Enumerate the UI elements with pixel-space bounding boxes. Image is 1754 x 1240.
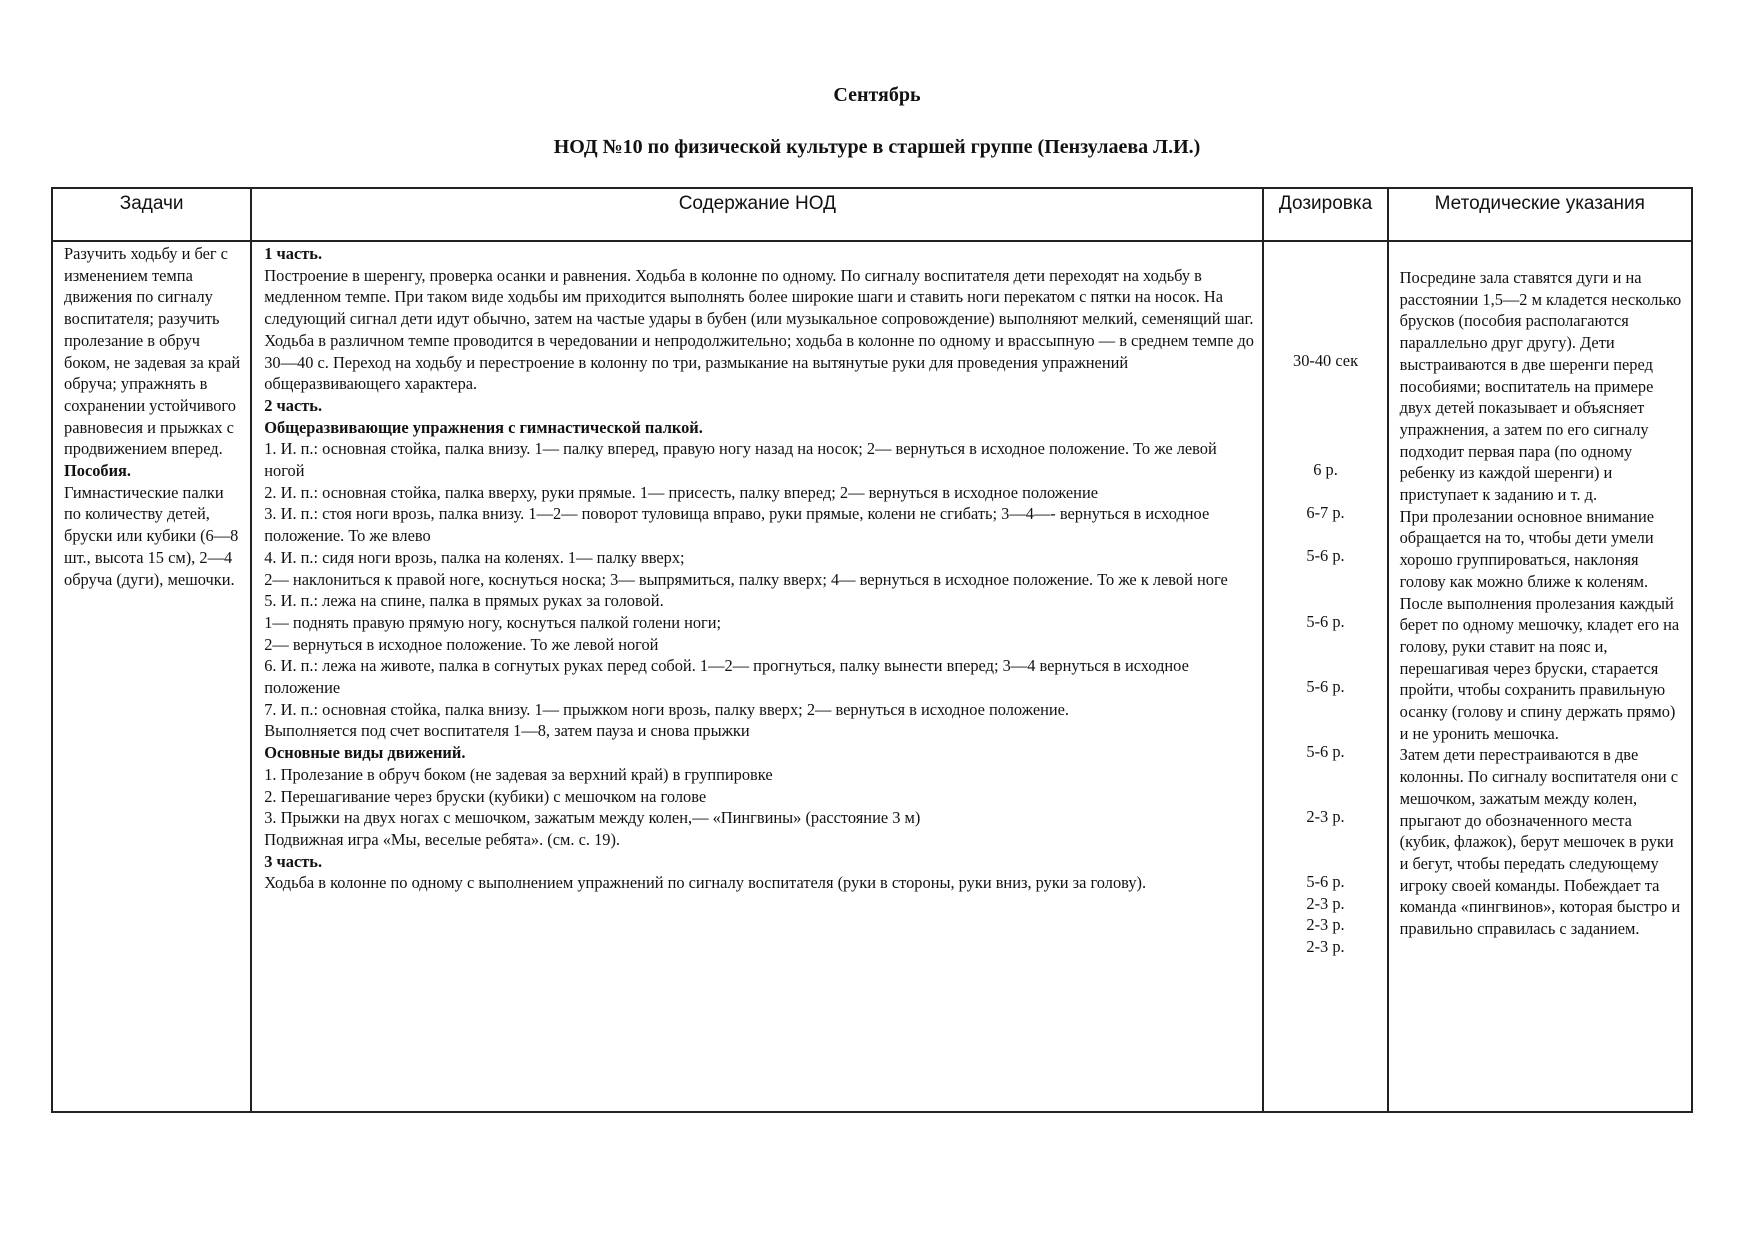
outdoor-game: Подвижная игра «Мы, веселые ребята». (см. с. 19). [264, 829, 621, 849]
exercises-heading: Общеразвивающие упражнения с гимнастической палкой. [264, 417, 703, 437]
part1-label: 1 часть. [264, 244, 323, 263]
aids-label: Пособия. [64, 461, 132, 481]
main-movement-1: 1. Пролезание в обруч боком (не задевая за верхний край) в группировке [264, 764, 773, 784]
exercise-5b: 1— поднять правую прямую ногу, коснуться палкой голени ноги; [264, 612, 722, 632]
notes-text-1: Посредине зала ставятся дуги и на расстоянии 1,5—2 м кладется несколько брусков (пособия располагаются параллельно друг другу). Дети выстраиваются в две шеренги перед пособиями; воспитатель на примере двух детей показывает и объясняет упражнения, а затем по его сигналу подходит первая пара (по одному ребенку из каждой шеренги) и приступает к заданию и т. д. [1399, 268, 1682, 505]
exercise-1: 1. И. п.: основная стойка, палка внизу. 1— палку вперед, правую ногу назад на носок; 2— вернуться в исходное положение. То же левой ногой [264, 439, 1217, 481]
table-header-row [52, 188, 1692, 241]
dosage-item: 2-3 р. [1306, 936, 1345, 956]
page-title: НОД №10 по физической культуре в старшей группе (Пензулаева Л.И.) [553, 136, 1201, 158]
exercise-3: 3. И. п.: стоя ноги врозь, палка внизу. 1—2— поворот туловища вправо, руки прямые, колени не сгибать; 3—4—- вернуться в исходное положение. То же влево [264, 504, 1210, 546]
notes-text-4: Затем дети перестраиваются в две колонны. По сигналу воспитателя они с мешочком, зажатым между колен, прыгают до обозначенного места (кубик, флажок), берут мешочек в руки и бегут, чтобы передать следующему игроку своей команды. Побеждает та команда «пингвинов», которая быстро и правильно справилась с заданием. [1399, 745, 1681, 939]
header-tasks: Задачи [52, 188, 251, 241]
notes-text-2: При пролезании основное внимание обращается на то, чтобы дети умели хорошо группироваться, наклоняя голову как можно ближе к коленям. [1399, 506, 1655, 591]
dosage-item: 6 р. [1313, 459, 1338, 479]
dosage-item: 2-3 р. [1306, 806, 1345, 826]
exercise-7a: 7. И. п.: основная стойка, палка внизу. 1— прыжком ноги врозь, палку вверх; 2— вернуться в исходное положение. [264, 699, 1070, 719]
exercise-5a: 5. И. п.: лежа на спине, палка в прямых руках за головой. [264, 591, 664, 611]
dosage-item: 2-3 р. [1306, 893, 1345, 913]
part3-label: 3 часть. [264, 851, 323, 871]
dosage-item: 5-6 р. [1306, 676, 1345, 696]
part2-label: 2 часть. [264, 395, 323, 415]
dosage-cell [1263, 241, 1387, 1112]
dosage-item: 5-6 р. [1306, 546, 1345, 566]
exercise-4b: 2— наклониться к правой ноге, коснуться носка; 3— выпрямиться, палку вверх; 4— вернуться в исходное положение. То же к левой ноге [264, 569, 1228, 589]
main-movement-2: 2. Перешагивание через бруски (кубики) с мешочком на голове [264, 786, 707, 806]
exercise-4a: 4. И. п.: сидя ноги врозь, палка на коленях. 1— палку вверх; [264, 547, 685, 567]
tasks-text: Разучить ходьбу и бег с изменением темпа движения по сигналу воспитателя; разучить пролезание в обруч боком, не задевая за край обруча; упражнять в сохранении устойчивого равновесия и прыжках с продвижением вперед. [64, 244, 241, 459]
header-notes-label: Методические указания [1434, 193, 1645, 214]
content-cell [251, 241, 1263, 1112]
dosage-item: 2-3 р. [1306, 915, 1345, 935]
dosage-item: 5-6 р. [1306, 611, 1345, 631]
exercise-7b: Выполняется под счет воспитателя 1—8, затем пауза и снова прыжки [264, 721, 750, 741]
dosage-item: 30-40 сек [1293, 351, 1359, 370]
dosage-item: 6-7 р. [1306, 503, 1345, 523]
part3-text: Ходьба в колонне по одному с выполнением упражнений по сигналу воспитателя (руки в стороны, руки вниз, руки за голову). [264, 873, 1147, 893]
page-month: Сентябрь [833, 84, 921, 106]
main-movements-heading: Основные виды движений. [264, 743, 466, 763]
header-content: Содержание НОД [251, 188, 1263, 241]
notes-cell [1388, 241, 1692, 1112]
header-notes [1388, 188, 1692, 241]
aids-text: Гимнастические палки по количеству детей, бруски или кубики (6—8 шт., высота 15 см), 2—4 обруча (дуги), мешочки. [64, 482, 239, 589]
exercise-5c: 2— вернуться в исходное положение. То же левой ногой [264, 634, 659, 654]
part1-text1: Построение в шеренгу, проверка осанки и равнения. Ходьба в колонне по одному. По сигналу воспитателя дети переходят на ходьбу в медленном темпе. При таком виде ходьбы им приходится выполнять более широкие шаги и ставить ноги перекатом с пятки на носок. На следующий сигнал дети идут обычно, затем на частые удары в бубен (или музыкальное сопровождение) выполняют мелкий, семенящий шаг. [264, 265, 1254, 329]
part1-text2: Ходьба в различном темпе проводится в чередовании и непродолжительно; ходьба в колонне по одному и врассыпную — в среднем темпе до 30—40 с. Переход на ходьбу и перестроение в колонну по три, размыкание на вытянутые руки для проведения упражнений общеразвивающего характера. [264, 330, 1254, 394]
tasks-cell [52, 241, 251, 1112]
header-dosage: Дозировка [1263, 188, 1387, 241]
main-movement-3: 3. Прыжки на двух ногах с мешочком, зажатым между колен,— «Пингвины» (расстояние 3 м) [264, 808, 921, 828]
table-body-row [52, 241, 1692, 1112]
lesson-table [51, 187, 1693, 1113]
exercise-6: 6. И. п.: лежа на животе, палка в согнутых руках перед собой. 1—2— прогнуться, палку вынести вперед; 3—4 вернуться в исходное положение [264, 656, 1189, 698]
dosage-item: 5-6 р. [1306, 871, 1345, 891]
exercise-2: 2. И. п.: основная стойка, палка вверху, руки прямые. 1— присесть, палку вперед; 2— вернуться в исходное положение [264, 482, 1099, 502]
notes-text-3: После выполнения пролезания каждый берет по одному мешочку, кладет его на голову, руки ставит на пояс и, перешагивая через бруски, старается пройти, чтобы сохранить правильную осанку (голову и спину держать прямо) и не уронить мешочка. [1399, 593, 1680, 743]
dosage-item: 5-6 р. [1306, 741, 1345, 761]
